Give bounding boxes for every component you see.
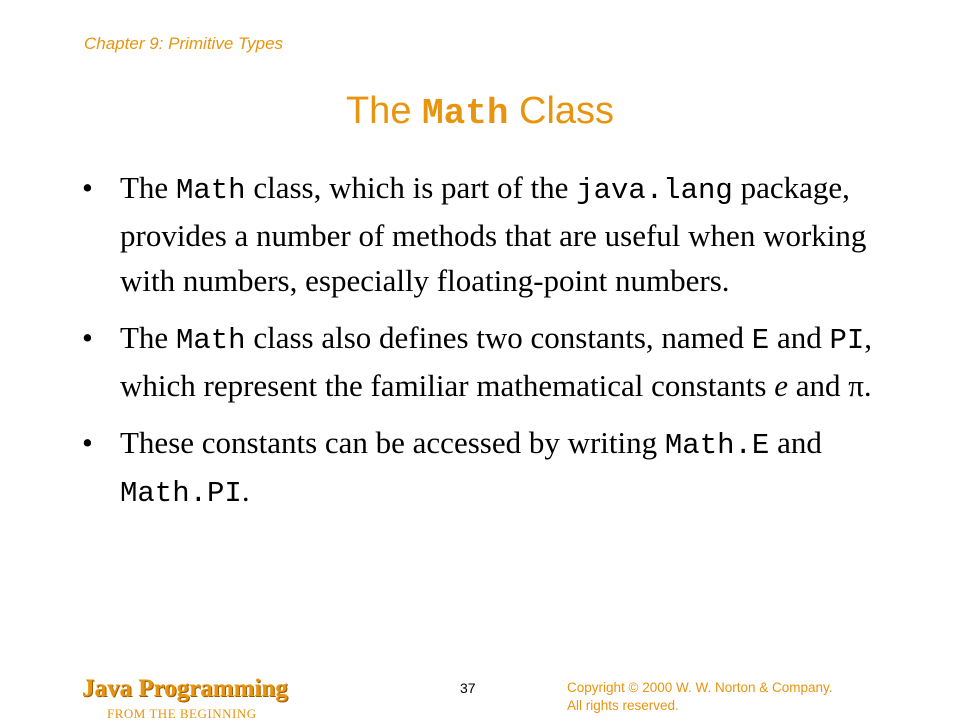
bullet-dot: • [82, 170, 93, 205]
bullet-list [80, 165, 900, 528]
bullet-dot: • [82, 425, 93, 460]
bullet-code: Math [175, 174, 246, 207]
bullet-text: package, provides a number of methods that are useful when working with numbers, especially floating-point numbers. [120, 170, 867, 298]
bullet-code: PI [829, 324, 865, 357]
bullet-text: class also defines two constants, named [245, 320, 752, 355]
bullet-code: java.lang [576, 174, 733, 207]
page-number: 37 [460, 680, 476, 696]
bullet-text: . [241, 473, 250, 508]
book-logo [82, 675, 288, 725]
copyright-line: Copyright © 2000 W. W. Norton & Company. [567, 680, 833, 695]
bullet-code: Math.PI [120, 477, 242, 510]
bullet-text: The [120, 320, 176, 355]
bullet-text: These constants can be accessed by writing [120, 425, 665, 460]
bullet-dot: • [82, 320, 93, 355]
bullet-text: , which represent the familiar mathematical constants [120, 320, 873, 403]
bullet-text: and π. [787, 368, 872, 403]
logo-subtitle: FROM THE BEGINNING [107, 706, 257, 721]
title-prefix: The [345, 90, 423, 132]
bullet-text: The [120, 170, 176, 205]
copyright-notice [567, 679, 833, 715]
title-suffix: Class [508, 90, 615, 132]
bullet-code: E [751, 324, 770, 357]
slide-title [0, 90, 960, 134]
title-code: Math [422, 93, 509, 134]
bullet-code: Math.E [664, 429, 770, 462]
bullet-text: class, which is part of the [245, 170, 577, 205]
bullet-item [80, 420, 900, 516]
bullet-text: and [769, 425, 822, 460]
bullet-code: Math [175, 324, 246, 357]
bullet-text: and [769, 320, 830, 355]
chapter-header: Chapter 9: Primitive Types [84, 34, 284, 53]
copyright-line: All rights reserved. [567, 698, 679, 713]
bullet-italic: e [774, 368, 788, 403]
bullet-item [80, 315, 900, 408]
logo-title: Java Programming [82, 675, 288, 702]
bullet-item [80, 165, 900, 303]
